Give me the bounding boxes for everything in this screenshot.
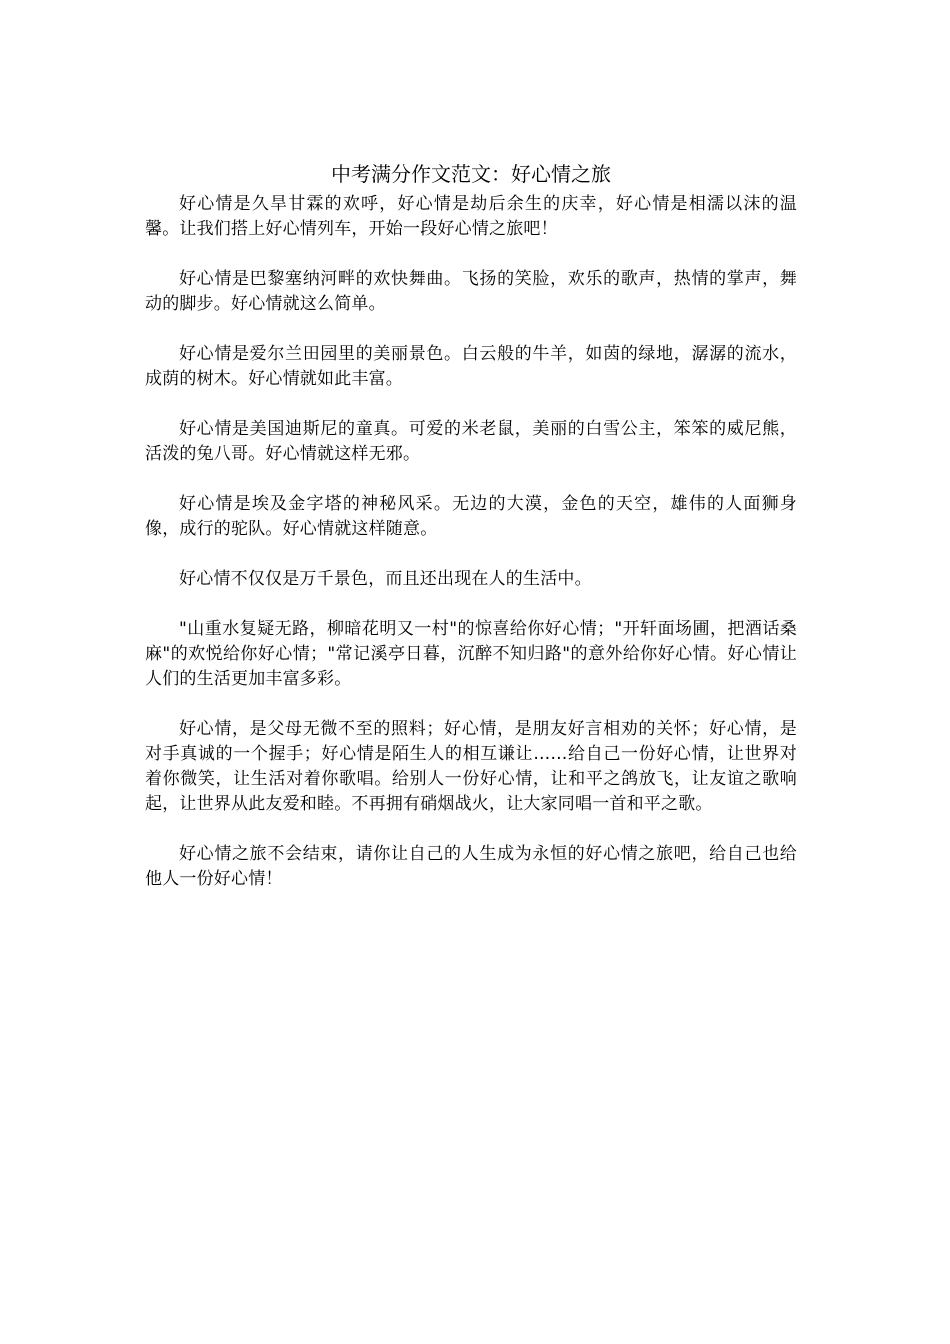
paragraph-6: 好心情不仅仅是万千景色，而且还出现在人的生活中。 [179, 569, 592, 589]
paragraph-3: 好心情是爱尔兰田园里的美丽景色。白云般的牛羊，如茵的绿地，潺潺的流水，成荫的树木。好心情就如此丰富。 [145, 344, 797, 389]
document-page [145, 160, 797, 917]
paragraph-5: 好心情是埃及金字塔的神秘风采。无边的大漠，金色的天空，雄伟的人面狮身像，成行的驼队。好心情就这样随意。 [145, 494, 797, 539]
paragraph-9: 好心情之旅不会结束，请你让自己的人生成为永恒的好心情之旅吧，给自己也给他人一份好心情！ [145, 844, 797, 889]
document-title: 中考满分作文范文：好心情之旅 [331, 162, 611, 186]
paragraph-7: "山重水复疑无路，柳暗花明又一村"的惊喜给你好心情；"开轩面场圃，把酒话桑麻"的欢悦给你好心情；"常记溪亭日暮，沉醉不知归路"的意外给你好心情。好心情让人们的生活更加丰富多彩。 [145, 619, 797, 689]
paragraph-1: 好心情是久旱甘霖的欢呼，好心情是劫后余生的庆幸，好心情是相濡以沫的温馨。让我们搭上好心情列车，开始一段好心情之旅吧！ [145, 194, 797, 239]
paragraph-4: 好心情是美国迪斯尼的童真。可爱的米老鼠，美丽的白雪公主，笨笨的威尼熊，活泼的兔八哥。好心情就这样无邪。 [145, 419, 797, 464]
paragraph-8: 好心情，是父母无微不至的照料；好心情，是朋友好言相劝的关怀；好心情，是对手真诚的一个握手；好心情是陌生人的相互谦让……给自己一份好心情，让世界对着你微笑，让生活对着你歌唱。给别人一份好心情，让和平之鸽放飞，让友谊之歌响起，让世界从此友爱和睦。不再拥有硝烟战火，让大家同唱一首和平之歌。 [145, 719, 797, 814]
paragraph-2: 好心情是巴黎塞纳河畔的欢快舞曲。飞扬的笑脸，欢乐的歌声，热情的掌声，舞动的脚步。好心情就这么简单。 [145, 269, 797, 314]
